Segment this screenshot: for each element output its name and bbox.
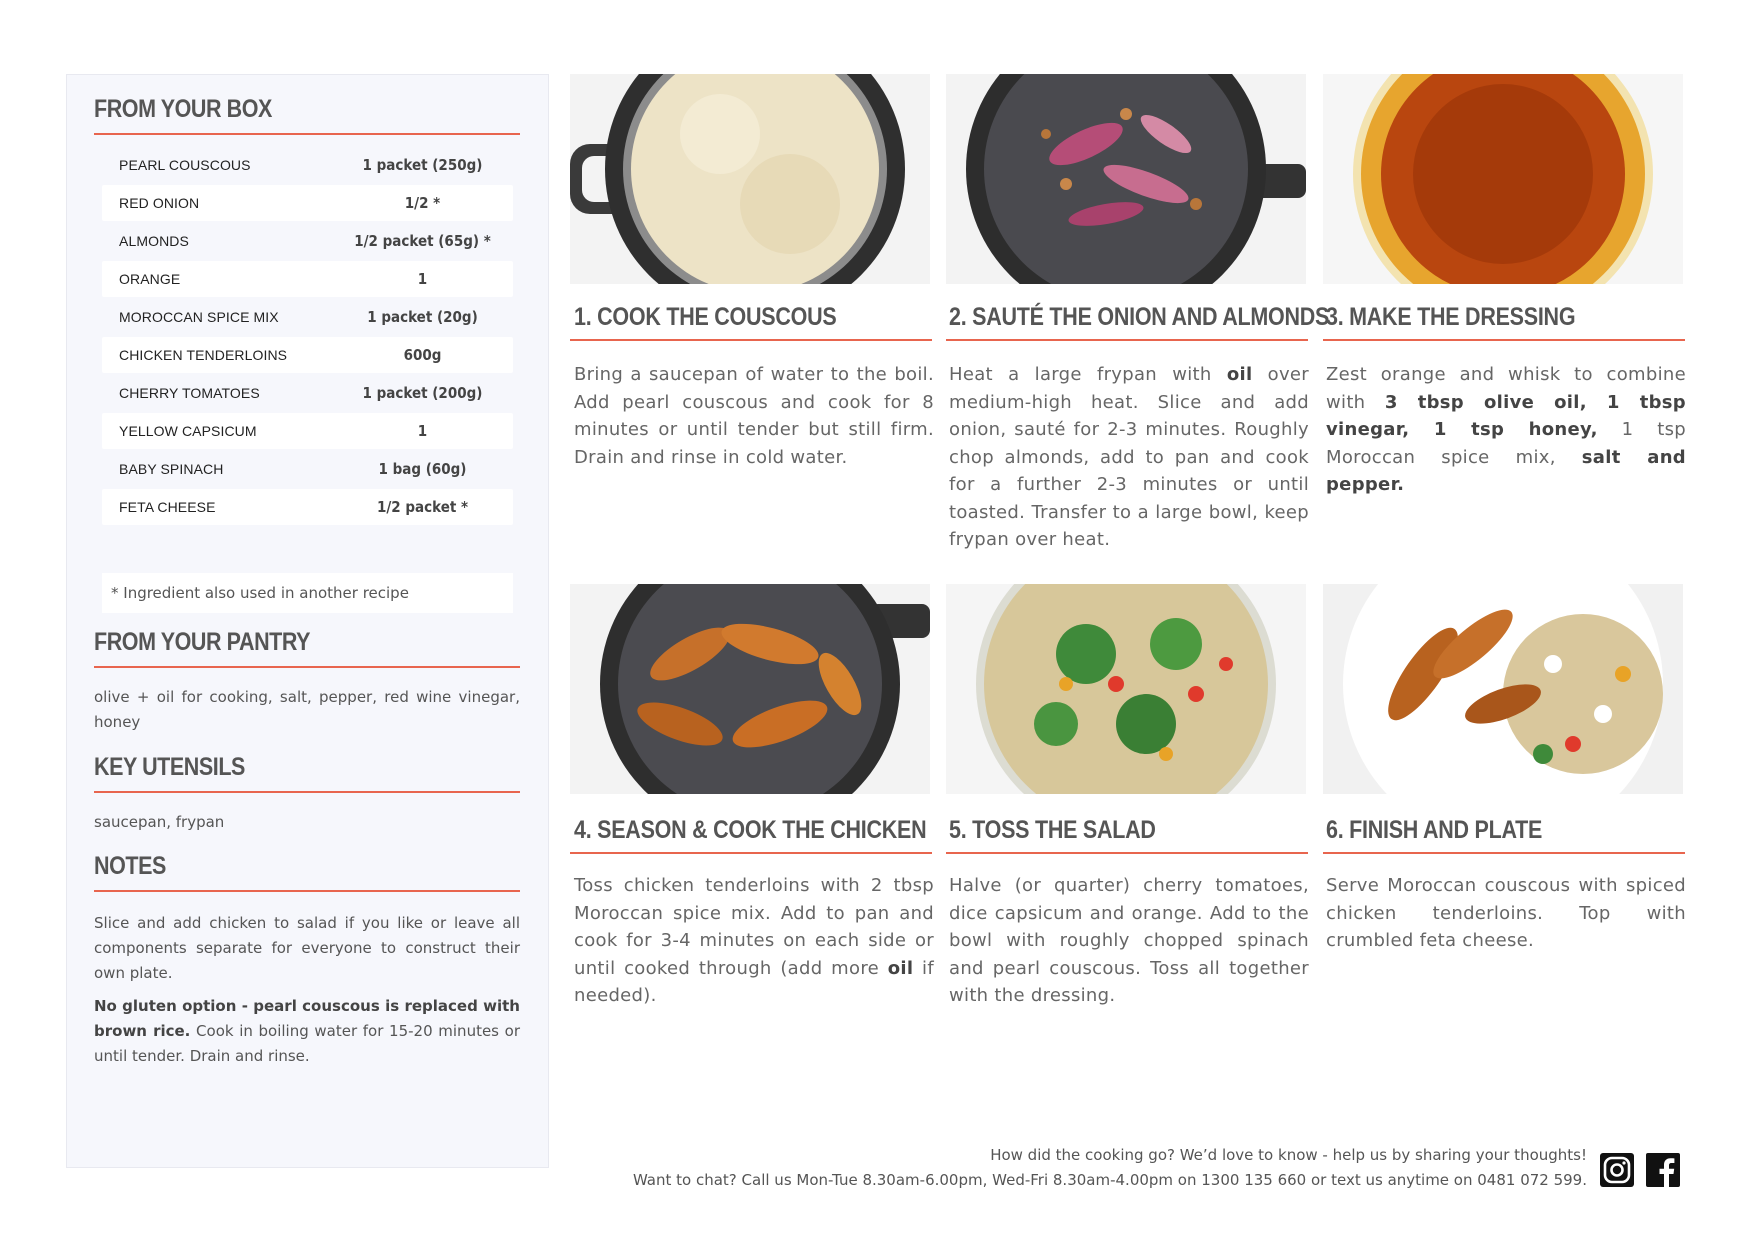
step-4-instructions [574, 872, 934, 1010]
instruction-text: Zest orange and whisk to combine with [1326, 364, 1686, 413]
ingredient-quantity: 1/2 * [404, 194, 441, 212]
facebook-icon[interactable] [1645, 1152, 1681, 1188]
dressing-bowl-photo [1323, 74, 1683, 284]
utensils-text: saucepan, frypan [94, 813, 225, 831]
from-your-box-heading: FROM YOUR BOX [94, 95, 272, 123]
ingredient-quantity: 1 [417, 422, 428, 440]
step-5-title: 5. TOSS THE SALAD [949, 816, 1156, 844]
salad-in-bowl-photo [946, 584, 1306, 794]
heading-rule [94, 890, 520, 892]
instruction-text: Bring a saucepan of water to the boil. Add pearl couscous and cook for 8 minutes or until tender but still firm. Drain and rinse in cold water. [574, 364, 934, 468]
step-6-title: 6. FINISH AND PLATE [1326, 816, 1543, 844]
heading-rule [946, 339, 1308, 341]
step-3-instructions [1326, 361, 1686, 499]
ingredient-quantity: 1 [417, 270, 428, 288]
heading-rule [570, 339, 932, 341]
ingredient-row [102, 299, 513, 335]
ingredient-name: CHERRY TOMATOES [119, 385, 260, 401]
ingredient-quantity: 1 packet (250g) [362, 156, 483, 174]
ingredient-name: ORANGE [119, 271, 181, 287]
ingredient-quantity: 600g [403, 346, 442, 364]
heading-rule [94, 133, 520, 135]
ingredient-quantity: 1 bag (60g) [378, 460, 467, 478]
ingredient-name: MOROCCAN SPICE MIX [119, 309, 279, 325]
heading-rule [1323, 339, 1685, 341]
ingredient-quantity: 1 packet (200g) [362, 384, 483, 402]
heading-rule [1323, 852, 1685, 854]
heading-rule [946, 852, 1308, 854]
step-5-instructions [949, 872, 1309, 1010]
ingredient-name: FETA CHEESE [119, 499, 216, 515]
key-utensils-heading: KEY UTENSILS [94, 753, 245, 781]
contact-text: Want to chat? Call us Mon-Tue 8.30am-6.00pm, Wed-Fri 8.30am-4.00pm on 1300 135 660 or text us anytime on 0481 072 599. [632, 1171, 1587, 1189]
ingredients-table [102, 147, 513, 527]
ingredient-row [102, 451, 513, 487]
onion-almonds-in-pan-photo [946, 74, 1306, 284]
instruction-text: over medium-high heat. Slice and add onion, sauté for 2-3 minutes. Roughly chop almonds, add to pan and cook for a further 2-3 minutes or until toasted. Transfer to a large bowl, keep frypan over heat. [949, 364, 1309, 550]
instruction-emphasis: 3 tbsp olive oil, 1 tbsp vinegar, 1 tsp honey, [1326, 391, 1686, 440]
step-2-instructions [949, 361, 1309, 554]
instruction-emphasis: oil [1226, 364, 1253, 385]
ingredient-row [102, 489, 513, 525]
step-1-title: 1. COOK THE COUSCOUS [574, 303, 837, 331]
ingredient-quantity: 1/2 packet * [376, 498, 469, 516]
step-4-title: 4. SEASON & COOK THE CHICKEN [574, 816, 927, 844]
ingredient-row [102, 413, 513, 449]
ingredient-name: BABY SPINACH [119, 461, 224, 477]
heading-rule [94, 791, 520, 793]
ingredient-row [102, 261, 513, 297]
ingredients-sidebar [66, 74, 549, 1168]
gluten-free-note-bold: No gluten option - pearl couscous is replaced with brown rice. [94, 997, 520, 1040]
notes-heading: NOTES [94, 852, 166, 880]
pantry-text: olive + oil for cooking, salt, pepper, red wine vinegar, honey [94, 688, 520, 731]
ingredient-quantity: 1/2 packet (65g) * [354, 232, 491, 250]
gluten-free-note-text: Cook in boiling water for 15-20 minutes or until tender. Drain and rinse. [94, 1022, 520, 1065]
instruction-text: Serve Moroccan couscous with spiced chicken tenderloins. Top with crumbled feta cheese. [1326, 875, 1686, 951]
chicken-in-pan-photo [570, 584, 930, 794]
ingredient-row [102, 147, 513, 183]
instruction-text: if needed). [574, 957, 934, 1006]
step-6-instructions [1326, 872, 1686, 955]
heading-rule [570, 852, 932, 854]
instruction-emphasis: oil [887, 957, 914, 979]
instruction-emphasis: salt and pepper. [1326, 446, 1686, 495]
instruction-text: Toss chicken tenderloins with 2 tbsp Moroccan spice mix. Add to pan and cook for 3-4 minutes on each side or until cooked through (add more [574, 875, 934, 979]
ingredient-name: RED ONION [119, 195, 200, 211]
ingredient-name: CHICKEN TENDERLOINS [119, 347, 288, 363]
instruction-text: 1 tsp Moroccan spice mix, [1326, 419, 1687, 468]
couscous-in-strainer-photo [570, 74, 930, 284]
from-your-pantry-heading: FROM YOUR PANTRY [94, 628, 311, 656]
ingredient-name: ALMONDS [119, 233, 189, 249]
instruction-text: Heat a large frypan with [949, 364, 1227, 385]
instruction-text: Halve (or quarter) cherry tomatoes, dice capsicum and orange. Add to the bowl with roughly chopped spinach and pearl couscous. Toss all together with the dressing. [949, 875, 1309, 1006]
notes-paragraph-2 [94, 994, 520, 1069]
ingredient-row [102, 337, 513, 373]
step-3-title: 3. MAKE THE DRESSING [1326, 303, 1576, 331]
ingredient-row [102, 185, 513, 221]
feedback-text: How did the cooking go? We’d love to know - help us by sharing your thoughts! [990, 1146, 1587, 1164]
instagram-icon[interactable] [1599, 1152, 1635, 1188]
ingredient-footnote: * Ingredient also used in another recipe [102, 573, 513, 613]
ingredient-name: PEARL COUSCOUS [119, 157, 251, 173]
ingredient-quantity: 1 packet (20g) [367, 308, 478, 326]
ingredient-row [102, 375, 513, 411]
step-1-instructions [574, 361, 934, 471]
heading-rule [94, 666, 520, 668]
plated-dish-photo [1323, 584, 1683, 794]
step-2-title: 2. SAUTÉ THE ONION AND ALMONDS [949, 303, 1330, 331]
notes-paragraph-1: Slice and add chicken to salad if you like or leave all components separate for everyone to construct their own plate. [94, 914, 520, 982]
ingredient-row [102, 223, 513, 259]
ingredient-name: YELLOW CAPSICUM [119, 423, 257, 439]
